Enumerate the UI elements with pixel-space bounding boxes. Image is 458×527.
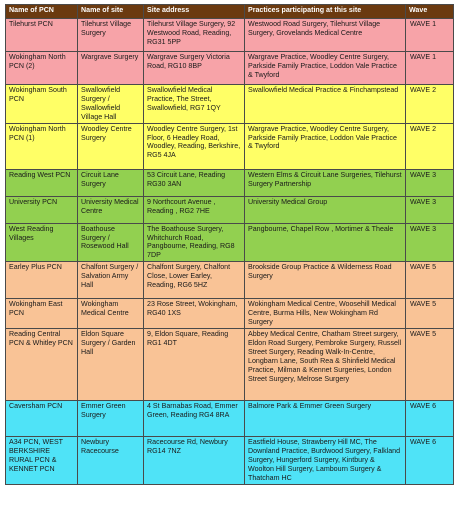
practices-cell: Pangbourne, Chapel Row , Mortimer & Theale (245, 223, 406, 262)
site-name-cell: Chalfont Surgery / Salvation Army Hall (78, 262, 144, 299)
pcn-name-cell: University PCN (6, 196, 78, 223)
pcn-name-cell: A34 PCN, WEST BERKSHIRE RURAL PCN & KENNET PCN (6, 436, 78, 484)
pcn-name-cell: Reading West PCN (6, 169, 78, 196)
practices-cell: Westwood Road Surgery, Tilehurst Village Surgery, Grovelands Medical Centre (245, 19, 406, 52)
wave-cell: WAVE 1 (406, 52, 454, 85)
site-name-cell: University Medical Centre (78, 196, 144, 223)
table-row (6, 123, 454, 169)
table-row (6, 400, 454, 436)
table-row (6, 85, 454, 124)
practices-cell: Balmore Park & Emmer Green Surgery (245, 400, 406, 436)
wave-cell: WAVE 5 (406, 262, 454, 299)
site-name-cell: Wargrave Surgery (78, 52, 144, 85)
wave-cell: WAVE 6 (406, 400, 454, 436)
pcn-sites-table (5, 4, 454, 485)
table-row (6, 262, 454, 299)
table-row (6, 196, 454, 223)
site-address-cell: Wargrave Surgery Victoria Road, RG10 8BP (144, 52, 245, 85)
site-name-cell: Tilehurst Village Surgery (78, 19, 144, 52)
site-address-cell: 9 Northcourt Avenue , Reading , RG2 7HE (144, 196, 245, 223)
table-row (6, 436, 454, 484)
wave-cell: WAVE 3 (406, 169, 454, 196)
pcn-name-cell: West Reading Villages (6, 223, 78, 262)
pcn-name-cell: Wokingham East PCN (6, 299, 78, 329)
site-name-cell: Circuit Lane Surgery (78, 169, 144, 196)
site-name-cell: Newbury Racecourse (78, 436, 144, 484)
site-address-cell: 53 Circuit Lane, Reading RG30 3AN (144, 169, 245, 196)
practices-cell: Brookside Group Practice & Wilderness Road Surgery (245, 262, 406, 299)
site-address-cell: 9, Eldon Square, Reading RG1 4DT (144, 328, 245, 400)
site-name-cell: Eldon Square Surgery / Garden Hall (78, 328, 144, 400)
wave-cell: WAVE 6 (406, 436, 454, 484)
pcn-name-cell: Caversham PCN (6, 400, 78, 436)
practices-cell: Abbey Medical Centre, Chatham Street surgery, Eldon Road Surgery, Pembroke Surgery, Russell Street Surgery, Reading Walk-In-Centre, Longbarn Lane, South Rea & Shinfield Medical Practice, Milman & Kennet Surgeries, London Street Surgery, Melrose Surgery (245, 328, 406, 400)
site-address-cell: 23 Rose Street, Wokingham, RG40 1XS (144, 299, 245, 329)
pcn-name-cell: Tilehurst PCN (6, 19, 78, 52)
pcn-sites-document (5, 4, 453, 485)
site-address-cell: Chalfont Surgery, Chalfont Close, Lower Earley, Reading, RG6 5HZ (144, 262, 245, 299)
header-site-name: Name of site (78, 5, 144, 19)
pcn-name-cell: Reading Central PCN & Whitley PCN (6, 328, 78, 400)
site-address-cell: The Boathouse Surgery, Whitchurch Road, Pangbourne, Reading, RG8 7DP (144, 223, 245, 262)
pcn-name-cell: Wokingham North PCN (2) (6, 52, 78, 85)
header-site-address: Site address (144, 5, 245, 19)
wave-cell: WAVE 2 (406, 85, 454, 124)
table-row (6, 223, 454, 262)
wave-cell: WAVE 3 (406, 196, 454, 223)
wave-cell: WAVE 1 (406, 19, 454, 52)
site-address-cell: Tilehurst Village Surgery, 92 Westwood Road, Reading, RG31 5PP (144, 19, 245, 52)
table-body (6, 19, 454, 485)
header-practices: Practices participating at this site (245, 5, 406, 19)
table-row (6, 169, 454, 196)
table-row (6, 19, 454, 52)
site-address-cell: Woodley Centre Surgery, 1st Floor, 6 Headley Road, Woodley, Reading, Berkshire, RG5 4JA (144, 123, 245, 169)
practices-cell: Eastfield House, Strawberry Hill MC, The Downland Practice, Burdwood Surgery, Falkland Surgery, Hungerford Surgery, Kintbury & Woolton Hill Surgery, Lambourn Surgery & Thatcham HC (245, 436, 406, 484)
pcn-name-cell: Wokingham North PCN (1) (6, 123, 78, 169)
table-header-row (6, 5, 454, 19)
table-row (6, 299, 454, 329)
pcn-name-cell: Wokingham South PCN (6, 85, 78, 124)
header-wave: Wave (406, 5, 454, 19)
practices-cell: Wargrave Practice, Woodley Centre Surgery, Parkside Family Practice, Loddon Vale Practice & Twyford (245, 52, 406, 85)
practices-cell: University Medical Group (245, 196, 406, 223)
wave-cell: WAVE 3 (406, 223, 454, 262)
table-row (6, 328, 454, 400)
wave-cell: WAVE 2 (406, 123, 454, 169)
site-name-cell: Woodley Centre Surgery (78, 123, 144, 169)
pcn-name-cell: Earley Plus PCN (6, 262, 78, 299)
site-name-cell: Swallowfield Surgery / Swallowfield Village Hall (78, 85, 144, 124)
site-name-cell: Emmer Green Surgery (78, 400, 144, 436)
practices-cell: Swallowfield Medical Practice & Finchampstead (245, 85, 406, 124)
site-name-cell: Wokingham Medical Centre (78, 299, 144, 329)
site-address-cell: Racecourse Rd, Newbury RG14 7NZ (144, 436, 245, 484)
table-row (6, 52, 454, 85)
wave-cell: WAVE 5 (406, 299, 454, 329)
site-address-cell: Swallowfield Medical Practice, The Street, Swallowfield, RG7 1QY (144, 85, 245, 124)
site-address-cell: 4 St Barnabas Road, Emmer Green, Reading RG4 8RA (144, 400, 245, 436)
practices-cell: Wokingham Medical Centre, Woosehill Medical Centre, Burma Hills, New Wokingham Rd Surgery (245, 299, 406, 329)
wave-cell: WAVE 5 (406, 328, 454, 400)
practices-cell: Wargrave Practice, Woodley Centre Surgery, Parkside Family Practice, Loddon Vale Practice & Twyford (245, 123, 406, 169)
header-pcn-name: Name of PCN (6, 5, 78, 19)
site-name-cell: Boathouse Surgery / Rosewood Hall (78, 223, 144, 262)
practices-cell: Western Elms & Circuit Lane Surgeries, Tilehurst Surgery Partnership (245, 169, 406, 196)
